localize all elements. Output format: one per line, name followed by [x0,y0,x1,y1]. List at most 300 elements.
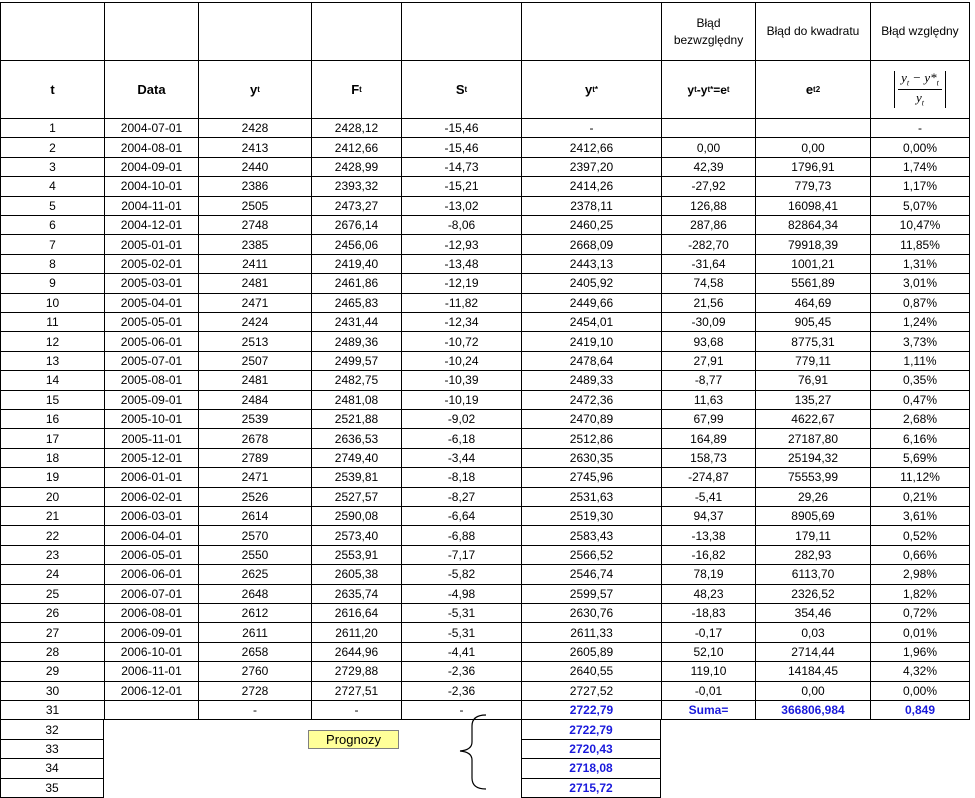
cell-yt[interactable]: 2471 [198,294,311,313]
cell-t[interactable]: 1 [0,119,104,138]
cell-Ft[interactable]: 2489,36 [311,332,401,351]
cell-t[interactable]: 13 [0,352,104,371]
cell-e2[interactable]: 354,46 [755,604,870,623]
cell-e[interactable]: 78,19 [661,565,755,584]
cell-ytstar[interactable]: 2605,89 [521,643,661,662]
cell-yt[interactable]: 2570 [198,526,311,545]
cell-e2[interactable]: 8905,69 [755,507,870,526]
cell-t[interactable]: 10 [0,294,104,313]
cell-t[interactable]: 16 [0,410,104,429]
cell-e[interactable]: -0,17 [661,623,755,642]
cell-t[interactable]: 17 [0,429,104,448]
cell-t[interactable]: 15 [0,391,104,410]
cell-St[interactable]: -3,44 [401,449,521,468]
cell-e2[interactable]: 0,03 [755,623,870,642]
cell-e[interactable]: 287,86 [661,216,755,235]
cell-yt[interactable]: 2614 [198,507,311,526]
cell-St[interactable]: -14,73 [401,158,521,177]
cell-e[interactable]: 74,58 [661,274,755,293]
cell-rel[interactable]: 5,69% [870,449,970,468]
cell-yt[interactable]: 2513 [198,332,311,351]
cell-yt[interactable]: 2505 [198,197,311,216]
cell-e[interactable]: 119,10 [661,662,755,681]
cell-rel[interactable]: 1,24% [870,313,970,332]
cell-ytstar[interactable]: 2460,25 [521,216,661,235]
cell-e[interactable]: -16,82 [661,546,755,565]
cell-yt[interactable]: 2386 [198,177,311,196]
cell-St[interactable]: -2,36 [401,682,521,701]
cell-data[interactable]: 2005-03-01 [104,274,198,293]
cell-Ft[interactable]: 2393,32 [311,177,401,196]
cell-e2[interactable]: 5561,89 [755,274,870,293]
cell-Ft[interactable]: 2553,91 [311,546,401,565]
cell-yt[interactable]: 2413 [198,138,311,157]
cell-ytstar[interactable]: 2630,35 [521,449,661,468]
cell-t[interactable]: 20 [0,488,104,507]
cell-t[interactable]: 24 [0,565,104,584]
cell-e[interactable]: 158,73 [661,449,755,468]
cell-St[interactable]: -10,39 [401,371,521,390]
row31-St[interactable]: - [401,701,521,720]
cell-ytstar[interactable]: 2727,52 [521,682,661,701]
cell-t[interactable]: 25 [0,585,104,604]
cell-St[interactable]: -6,64 [401,507,521,526]
cell-e[interactable]: -8,77 [661,371,755,390]
cell-rel[interactable]: 3,61% [870,507,970,526]
cell-Ft[interactable]: 2539,81 [311,468,401,487]
cell-e[interactable]: 42,39 [661,158,755,177]
cell-t[interactable]: 23 [0,546,104,565]
cell-yt[interactable]: 2484 [198,391,311,410]
cell-ytstar[interactable]: 2412,66 [521,138,661,157]
cell-data[interactable]: 2004-07-01 [104,119,198,138]
cell-data[interactable]: 2006-06-01 [104,565,198,584]
cell-rel[interactable]: - [870,119,970,138]
cell-St[interactable]: -4,98 [401,585,521,604]
cell-t[interactable]: 19 [0,468,104,487]
cell-data[interactable]: 2005-12-01 [104,449,198,468]
cell-rel[interactable]: 0,52% [870,526,970,545]
forecast-value[interactable]: 2720,43 [521,740,661,759]
forecast-value[interactable]: 2722,79 [521,720,661,739]
cell-St[interactable]: -9,02 [401,410,521,429]
header-top-data [104,2,198,60]
cell-St[interactable]: -2,36 [401,662,521,681]
row31-Ft[interactable]: - [311,701,401,720]
cell-St[interactable]: -6,18 [401,429,521,448]
cell-St[interactable]: -10,72 [401,332,521,351]
cell-St[interactable]: -11,82 [401,294,521,313]
cell-e2[interactable]: 29,26 [755,488,870,507]
cell-Ft[interactable]: 2636,53 [311,429,401,448]
cell-e2[interactable]: 179,11 [755,526,870,545]
cell-Ft[interactable]: 2727,51 [311,682,401,701]
curly-brace-icon [452,712,492,792]
cell-ytstar[interactable]: 2449,66 [521,294,661,313]
cell-St[interactable]: -10,24 [401,352,521,371]
header-top-e2: Błąd do kwadratu [755,2,870,60]
cell-data[interactable]: 2005-08-01 [104,371,198,390]
cell-ytstar[interactable]: 2583,43 [521,526,661,545]
cell-rel[interactable]: 0,00% [870,682,970,701]
cell-data[interactable]: 2004-08-01 [104,138,198,157]
cell-e2[interactable]: 79918,39 [755,235,870,254]
cell-St[interactable]: -5,82 [401,565,521,584]
cell-rel[interactable]: 0,66% [870,546,970,565]
cell-e[interactable]: 21,56 [661,294,755,313]
cell-e2[interactable]: 76,91 [755,371,870,390]
cell-t[interactable]: 4 [0,177,104,196]
cell-t[interactable]: 5 [0,197,104,216]
header-top-yt [198,2,311,60]
cell-ytstar[interactable]: 2566,52 [521,546,661,565]
cell-yt[interactable]: 2550 [198,546,311,565]
cell-yt[interactable]: 2481 [198,371,311,390]
cell-e2[interactable]: 82864,34 [755,216,870,235]
cell-t[interactable]: 30 [0,682,104,701]
cell-rel[interactable]: 1,11% [870,352,970,371]
cell-e[interactable]: -282,70 [661,235,755,254]
cell-t[interactable]: 11 [0,313,104,332]
cell-rel[interactable]: 1,31% [870,255,970,274]
header-rel: $y_t - y*_t$ $y_t$ [870,60,970,119]
header-t: t [0,60,104,119]
cell-e[interactable]: -274,87 [661,468,755,487]
cell-ytstar[interactable]: 2443,13 [521,255,661,274]
cell-data[interactable]: 2006-08-01 [104,604,198,623]
cell-t[interactable]: 28 [0,643,104,662]
cell-data[interactable]: 2005-06-01 [104,332,198,351]
cell-ytstar[interactable]: 2378,11 [521,197,661,216]
cell-e2[interactable]: 282,93 [755,546,870,565]
cell-data[interactable]: 2004-10-01 [104,177,198,196]
cell-rel[interactable]: 0,87% [870,294,970,313]
cell-t[interactable]: 29 [0,662,104,681]
header-ytstar: y t * [521,60,661,119]
cell-e[interactable] [661,119,755,138]
cell-yt[interactable]: 2507 [198,352,311,371]
cell-t[interactable]: 14 [0,371,104,390]
cell-e2[interactable]: 25194,32 [755,449,870,468]
cell-yt[interactable]: 2748 [198,216,311,235]
cell-t[interactable]: 21 [0,507,104,526]
cell-Ft[interactable]: 2481,08 [311,391,401,410]
cell-e[interactable]: 48,23 [661,585,755,604]
cell-e2[interactable] [755,119,870,138]
cell-data[interactable]: 2006-09-01 [104,623,198,642]
cell-rel[interactable]: 11,85% [870,235,970,254]
cell-Ft[interactable]: 2428,99 [311,158,401,177]
cell-e2[interactable]: 2326,52 [755,585,870,604]
cell-e2[interactable]: 0,00 [755,682,870,701]
cell-yt[interactable]: 2385 [198,235,311,254]
cell-rel[interactable]: 0,72% [870,604,970,623]
cell-Ft[interactable]: 2473,27 [311,197,401,216]
cell-St[interactable]: -15,46 [401,119,521,138]
cell-data[interactable]: 2005-10-01 [104,410,198,429]
cell-data[interactable]: 2006-12-01 [104,682,198,701]
cell-data[interactable]: 2005-07-01 [104,352,198,371]
cell-data[interactable]: 2005-02-01 [104,255,198,274]
cell-Ft[interactable]: 2616,64 [311,604,401,623]
cell-St[interactable]: -8,27 [401,488,521,507]
cell-t[interactable]: 26 [0,604,104,623]
forecast-value[interactable]: 2715,72 [521,779,661,798]
cell-data[interactable]: 2006-03-01 [104,507,198,526]
cell-e[interactable]: 164,89 [661,429,755,448]
header-top-Ft [311,2,401,60]
cell-ytstar[interactable]: 2472,36 [521,391,661,410]
cell-Ft[interactable]: 2676,14 [311,216,401,235]
cell-St[interactable]: -5,31 [401,623,521,642]
cell-e2[interactable]: 135,27 [755,391,870,410]
cell-e2[interactable]: 4622,67 [755,410,870,429]
row31-e[interactable]: Suma= [661,701,755,720]
cell-Ft[interactable]: 2573,40 [311,526,401,545]
cell-data[interactable]: 2006-10-01 [104,643,198,662]
row31-t[interactable]: 31 [0,701,104,720]
cell-Ft[interactable]: 2499,57 [311,352,401,371]
cell-rel[interactable]: 0,47% [870,391,970,410]
cell-St[interactable]: -12,19 [401,274,521,293]
cell-St[interactable]: -5,31 [401,604,521,623]
cell-data[interactable]: 2006-11-01 [104,662,198,681]
row31-rel[interactable]: 0,849 [870,701,970,720]
cell-Ft[interactable]: 2456,06 [311,235,401,254]
cell-rel[interactable]: 2,98% [870,565,970,584]
cell-t[interactable]: 12 [0,332,104,351]
cell-ytstar[interactable]: 2397,20 [521,158,661,177]
cell-yt[interactable]: 2658 [198,643,311,662]
cell-e[interactable]: -5,41 [661,488,755,507]
header-top-e: Błąd bezwzględny [661,2,755,60]
cell-ytstar[interactable]: 2611,33 [521,623,661,642]
cell-data[interactable]: 2006-04-01 [104,526,198,545]
forecast-value[interactable]: 2718,08 [521,759,661,778]
cell-rel[interactable]: 4,32% [870,662,970,681]
header-e2: e t 2 [755,60,870,119]
cell-rel[interactable]: 6,16% [870,429,970,448]
cell-e2[interactable]: 27187,80 [755,429,870,448]
cell-yt[interactable]: 2625 [198,565,311,584]
cell-e[interactable]: 27,91 [661,352,755,371]
cell-St[interactable]: -12,34 [401,313,521,332]
cell-t[interactable]: 6 [0,216,104,235]
cell-yt[interactable]: 2648 [198,585,311,604]
cell-rel[interactable]: 5,07% [870,197,970,216]
cell-St[interactable]: -6,88 [401,526,521,545]
cell-yt[interactable]: 2428 [198,119,311,138]
cell-data[interactable]: 2005-05-01 [104,313,198,332]
cell-St[interactable]: -15,46 [401,138,521,157]
header-St: S t [401,60,521,119]
cell-ytstar[interactable]: 2489,33 [521,371,661,390]
cell-t[interactable]: 9 [0,274,104,293]
cell-St[interactable]: -12,93 [401,235,521,254]
cell-ytstar[interactable]: 2546,74 [521,565,661,584]
cell-data[interactable]: 2005-01-01 [104,235,198,254]
cell-rel[interactable]: 0,01% [870,623,970,642]
cell-data[interactable]: 2006-02-01 [104,488,198,507]
cell-Ft[interactable]: 2465,83 [311,294,401,313]
cell-St[interactable]: -8,06 [401,216,521,235]
cell-ytstar[interactable]: - [521,119,661,138]
cell-rel[interactable]: 1,74% [870,158,970,177]
cell-Ft[interactable]: 2412,66 [311,138,401,157]
cell-e[interactable]: 94,37 [661,507,755,526]
cell-e2[interactable]: 6113,70 [755,565,870,584]
cell-Ft[interactable]: 2431,44 [311,313,401,332]
cell-Ft[interactable]: 2461,86 [311,274,401,293]
cell-Ft[interactable]: 2635,74 [311,585,401,604]
cell-e[interactable]: -18,83 [661,604,755,623]
cell-e[interactable]: 52,10 [661,643,755,662]
cell-ytstar[interactable]: 2599,57 [521,585,661,604]
forecast-t[interactable]: 33 [0,740,104,759]
cell-yt[interactable]: 2481 [198,274,311,293]
cell-e2[interactable]: 1001,21 [755,255,870,274]
cell-ytstar[interactable]: 2419,10 [521,332,661,351]
cell-Ft[interactable]: 2527,57 [311,488,401,507]
cell-e[interactable]: -0,01 [661,682,755,701]
cell-e[interactable]: 67,99 [661,410,755,429]
cell-e2[interactable]: 16098,41 [755,197,870,216]
cell-rel[interactable]: 0,00% [870,138,970,157]
cell-e2[interactable]: 779,73 [755,177,870,196]
cell-ytstar[interactable]: 2745,96 [521,468,661,487]
cell-ytstar[interactable]: 2640,55 [521,662,661,681]
prognozy-label: Prognozy [308,730,399,749]
cell-yt[interactable]: 2471 [198,468,311,487]
cell-e2[interactable]: 8775,31 [755,332,870,351]
cell-data[interactable]: 2006-01-01 [104,468,198,487]
cell-Ft[interactable]: 2749,40 [311,449,401,468]
cell-yt[interactable]: 2539 [198,410,311,429]
cell-yt[interactable]: 2789 [198,449,311,468]
cell-yt[interactable]: 2760 [198,662,311,681]
cell-ytstar[interactable]: 2668,09 [521,235,661,254]
cell-rel[interactable]: 11,12% [870,468,970,487]
cell-data[interactable]: 2005-11-01 [104,429,198,448]
forecast-t[interactable]: 35 [0,779,104,798]
cell-rel[interactable]: 0,35% [870,371,970,390]
cell-e[interactable]: 93,68 [661,332,755,351]
cell-yt[interactable]: 2678 [198,429,311,448]
cell-Ft[interactable]: 2590,08 [311,507,401,526]
cell-Ft[interactable]: 2605,38 [311,565,401,584]
cell-data[interactable]: 2004-09-01 [104,158,198,177]
cell-ytstar[interactable]: 2405,92 [521,274,661,293]
cell-data[interactable]: 2006-05-01 [104,546,198,565]
cell-rel[interactable]: 10,47% [870,216,970,235]
cell-St[interactable]: -13,48 [401,255,521,274]
cell-e2[interactable]: 0,00 [755,138,870,157]
cell-data[interactable]: 2004-12-01 [104,216,198,235]
cell-e2[interactable]: 2714,44 [755,643,870,662]
cell-ytstar[interactable]: 2470,89 [521,410,661,429]
cell-yt[interactable]: 2424 [198,313,311,332]
cell-Ft[interactable]: 2482,75 [311,371,401,390]
cell-yt[interactable]: 2728 [198,682,311,701]
cell-e2[interactable]: 1796,91 [755,158,870,177]
row31-ytstar[interactable]: 2722,79 [521,701,661,720]
cell-t[interactable]: 18 [0,449,104,468]
row31-yt[interactable]: - [198,701,311,720]
cell-e2[interactable]: 75553,99 [755,468,870,487]
cell-yt[interactable]: 2612 [198,604,311,623]
cell-e[interactable]: 11,63 [661,391,755,410]
cell-rel[interactable]: 1,82% [870,585,970,604]
cell-e[interactable]: 0,00 [661,138,755,157]
cell-data[interactable]: 2004-11-01 [104,197,198,216]
cell-e[interactable]: -30,09 [661,313,755,332]
cell-e2[interactable]: 779,11 [755,352,870,371]
cell-e2[interactable]: 905,45 [755,313,870,332]
cell-Ft[interactable]: 2428,12 [311,119,401,138]
cell-ytstar[interactable]: 2512,86 [521,429,661,448]
cell-ytstar[interactable]: 2478,64 [521,352,661,371]
cell-rel[interactable]: 1,96% [870,643,970,662]
cell-St[interactable]: -13,02 [401,197,521,216]
cell-t[interactable]: 2 [0,138,104,157]
cell-e[interactable]: -13,38 [661,526,755,545]
cell-data[interactable]: 2005-04-01 [104,294,198,313]
cell-rel[interactable]: 3,73% [870,332,970,351]
cell-St[interactable]: -15,21 [401,177,521,196]
row31-e2[interactable]: 366806,984 [755,701,870,720]
cell-data[interactable]: 2006-07-01 [104,585,198,604]
cell-rel[interactable]: 2,68% [870,410,970,429]
cell-Ft[interactable]: 2521,88 [311,410,401,429]
cell-t[interactable]: 8 [0,255,104,274]
cell-Ft[interactable]: 2419,40 [311,255,401,274]
cell-t[interactable]: 7 [0,235,104,254]
cell-Ft[interactable]: 2644,96 [311,643,401,662]
row31-data[interactable] [104,701,198,720]
cell-yt[interactable]: 2440 [198,158,311,177]
cell-yt[interactable]: 2411 [198,255,311,274]
header-top-rel: Błąd względny [870,2,970,60]
cell-ytstar[interactable]: 2531,63 [521,488,661,507]
cell-St[interactable]: -10,19 [401,391,521,410]
cell-e[interactable]: -31,64 [661,255,755,274]
cell-ytstar[interactable]: 2454,01 [521,313,661,332]
cell-e2[interactable]: 464,69 [755,294,870,313]
cell-ytstar[interactable]: 2630,76 [521,604,661,623]
cell-yt[interactable]: 2526 [198,488,311,507]
cell-ytstar[interactable]: 2414,26 [521,177,661,196]
cell-rel[interactable]: 3,01% [870,274,970,293]
cell-t[interactable]: 27 [0,623,104,642]
cell-e2[interactable]: 14184,45 [755,662,870,681]
cell-t[interactable]: 3 [0,158,104,177]
cell-St[interactable]: -8,18 [401,468,521,487]
cell-Ft[interactable]: 2729,88 [311,662,401,681]
cell-yt[interactable]: 2611 [198,623,311,642]
cell-ytstar[interactable]: 2519,30 [521,507,661,526]
forecast-t[interactable]: 34 [0,759,104,778]
cell-rel[interactable]: 1,17% [870,177,970,196]
cell-e[interactable]: -27,92 [661,177,755,196]
cell-St[interactable]: -7,17 [401,546,521,565]
cell-e[interactable]: 126,88 [661,197,755,216]
cell-data[interactable]: 2005-09-01 [104,391,198,410]
forecast-t[interactable]: 32 [0,720,104,739]
cell-t[interactable]: 22 [0,526,104,545]
cell-St[interactable]: -4,41 [401,643,521,662]
cell-rel[interactable]: 0,21% [870,488,970,507]
cell-Ft[interactable]: 2611,20 [311,623,401,642]
